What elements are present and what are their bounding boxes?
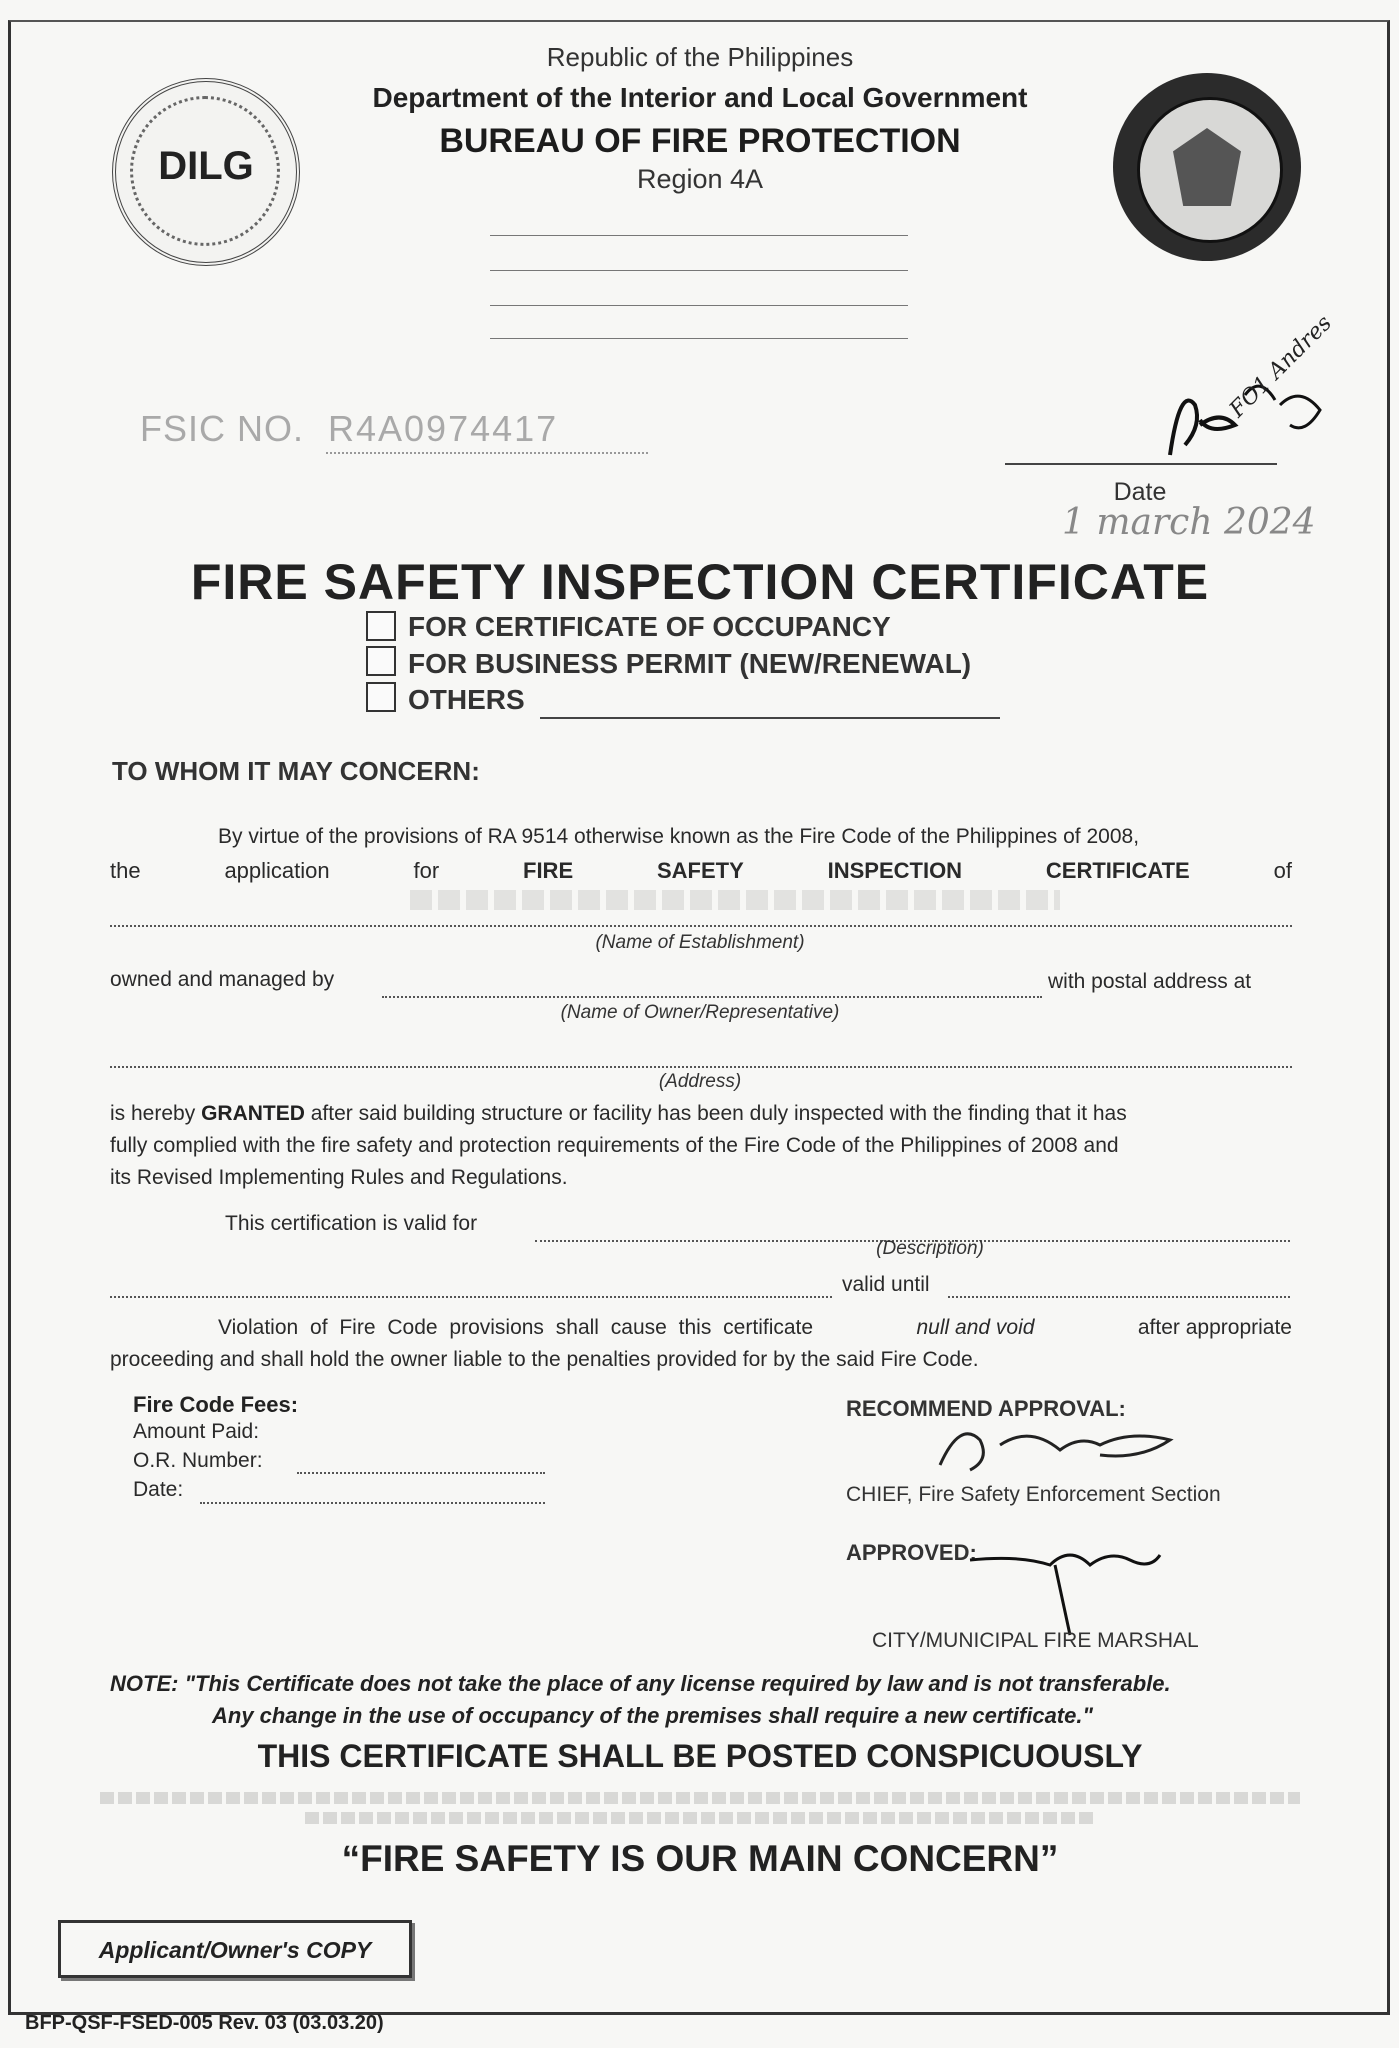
owner-line bbox=[382, 996, 1042, 998]
word-of: of bbox=[1273, 858, 1292, 883]
marshal-title: CITY/MUNICIPAL FIRE MARSHAL bbox=[872, 1629, 1199, 1652]
establishment-line bbox=[110, 925, 1292, 927]
posted-conspicuously: THIS CERTIFICATE SHALL BE POSTED CONSPICUOUSLY bbox=[257, 1738, 1143, 1774]
fees-amount: Amount Paid: bbox=[133, 1420, 260, 1443]
establishment-faded bbox=[410, 890, 1060, 910]
dilg-seal-text: DILG bbox=[158, 144, 254, 188]
date-label: Date bbox=[1113, 478, 1167, 506]
header-line-4 bbox=[490, 338, 908, 339]
signature-recommend bbox=[920, 1410, 1190, 1480]
violation-line-2: proceeding and shall hold the owner liable to the penalties provided for by the said Fire Code. bbox=[110, 1348, 979, 1371]
date-handwritten: 1 march 2024 bbox=[1062, 502, 1316, 543]
note-label: NOTE: bbox=[110, 1671, 179, 1696]
recommend-approval: RECOMMEND APPROVAL: bbox=[846, 1396, 1126, 1421]
approved-label: APPROVED: bbox=[846, 1540, 977, 1565]
word-application: application bbox=[224, 858, 330, 883]
caption-owner: (Name of Owner/Representative) bbox=[560, 1002, 840, 1023]
valid-until-line bbox=[948, 1296, 1290, 1298]
owned-managed-label: owned and managed by bbox=[110, 968, 335, 991]
copy-label-box bbox=[58, 1920, 412, 1978]
granted-post: after said building structure or facility has been duly inspected with the finding that it has bbox=[310, 1102, 1127, 1125]
fsic-number: R4A0974417 bbox=[328, 408, 559, 449]
header-region: Region 4A bbox=[636, 164, 764, 194]
option-others: OTHERS bbox=[408, 684, 525, 715]
fees-or-number: O.R. Number: bbox=[133, 1449, 263, 1472]
word-for: for bbox=[413, 858, 440, 883]
granted-bold: GRANTED bbox=[201, 1102, 305, 1125]
salutation: TO WHOM IT MAY CONCERN: bbox=[112, 756, 480, 786]
word-safety: SAFETY bbox=[656, 858, 744, 883]
header-line-3 bbox=[490, 305, 908, 306]
violation-pre: Violation of Fire Code provisions shall cause this certificate bbox=[218, 1316, 814, 1339]
description-line-2 bbox=[110, 1296, 832, 1298]
checkbox-business-permit[interactable] bbox=[366, 646, 396, 676]
header-republic: Republic of the Philippines bbox=[546, 42, 854, 72]
postal-address-label: with postal address at bbox=[1048, 970, 1252, 993]
paragraph-ra9514: By virtue of the provisions of RA 9514 otherwise known as the Fire Code of the Philippines of 2008, bbox=[218, 825, 1140, 848]
copy-label: Applicant/Owner's COPY bbox=[98, 1937, 372, 1963]
faded-warning-2 bbox=[305, 1812, 1095, 1824]
form-code: BFP-QSF-FSED-005 Rev. 03 (03.03.20) bbox=[25, 2012, 384, 2034]
valid-for-label: This certification is valid for bbox=[225, 1212, 478, 1235]
bfp-seal bbox=[1113, 73, 1301, 261]
checkbox-others[interactable] bbox=[366, 682, 396, 712]
checkbox-occupancy[interactable] bbox=[366, 611, 396, 641]
valid-until-label: valid until bbox=[842, 1273, 930, 1296]
fees-date-line bbox=[200, 1502, 545, 1504]
dilg-seal bbox=[112, 78, 300, 266]
motto: “FIRE SAFETY IS OUR MAIN CONCERN” bbox=[341, 1838, 1059, 1879]
granted-line-2: fully complied with the fire safety and protection requirements of the Fire Code of the Philippines of 2008 and bbox=[110, 1134, 1119, 1157]
option-occupancy: FOR CERTIFICATE OF OCCUPANCY bbox=[408, 611, 891, 642]
chief-title: CHIEF, Fire Safety Enforcement Section bbox=[846, 1483, 1221, 1506]
date-line bbox=[1005, 463, 1277, 465]
caption-establishment: (Name of Establishment) bbox=[595, 932, 805, 953]
fsic-label: FSIC NO. bbox=[140, 408, 305, 449]
others-line bbox=[540, 717, 1000, 719]
word-fire: FIRE bbox=[523, 858, 574, 883]
option-business-permit: FOR BUSINESS PERMIT (NEW/RENEWAL) bbox=[408, 648, 972, 679]
certificate-title: FIRE SAFETY INSPECTION CERTIFICATE bbox=[190, 554, 1210, 610]
note-line-1 bbox=[110, 1671, 1171, 1697]
violation-line-1 bbox=[218, 1316, 1292, 1340]
note-line-2: Any change in the use of occupancy of the premises shall require a new certificate." bbox=[212, 1703, 1093, 1728]
application-line bbox=[110, 858, 1292, 884]
note-text-1: "This Certificate does not take the place of any license required by law and is not transferable. bbox=[184, 1671, 1171, 1696]
faded-warning-1 bbox=[100, 1792, 1300, 1804]
granted-line-3: its Revised Implementing Rules and Regulations. bbox=[110, 1166, 568, 1189]
granted-pre: is hereby bbox=[110, 1102, 196, 1125]
fees-date: Date: bbox=[133, 1478, 184, 1501]
word-the: the bbox=[110, 858, 141, 883]
or-number-line bbox=[297, 1472, 545, 1474]
header-line-2 bbox=[490, 270, 908, 271]
violation-post: after appropriate bbox=[1137, 1316, 1292, 1339]
caption-address: (Address) bbox=[658, 1071, 742, 1092]
header-line-1 bbox=[490, 235, 908, 236]
signature-note: FO1 Andres bbox=[1225, 310, 1337, 423]
fsic-underline bbox=[326, 452, 648, 454]
word-inspection: INSPECTION bbox=[827, 858, 963, 883]
address-line bbox=[110, 1066, 1292, 1068]
granted-line-1 bbox=[110, 1102, 1127, 1126]
caption-description: (Description) bbox=[876, 1238, 984, 1259]
word-certificate: CERTIFICATE bbox=[1045, 858, 1190, 883]
header-department: Department of the Interior and Local Government bbox=[372, 82, 1028, 113]
fees-title: Fire Code Fees: bbox=[133, 1392, 299, 1417]
header-bureau: BUREAU OF FIRE PROTECTION bbox=[439, 122, 961, 160]
violation-italic: null and void bbox=[916, 1316, 1035, 1339]
